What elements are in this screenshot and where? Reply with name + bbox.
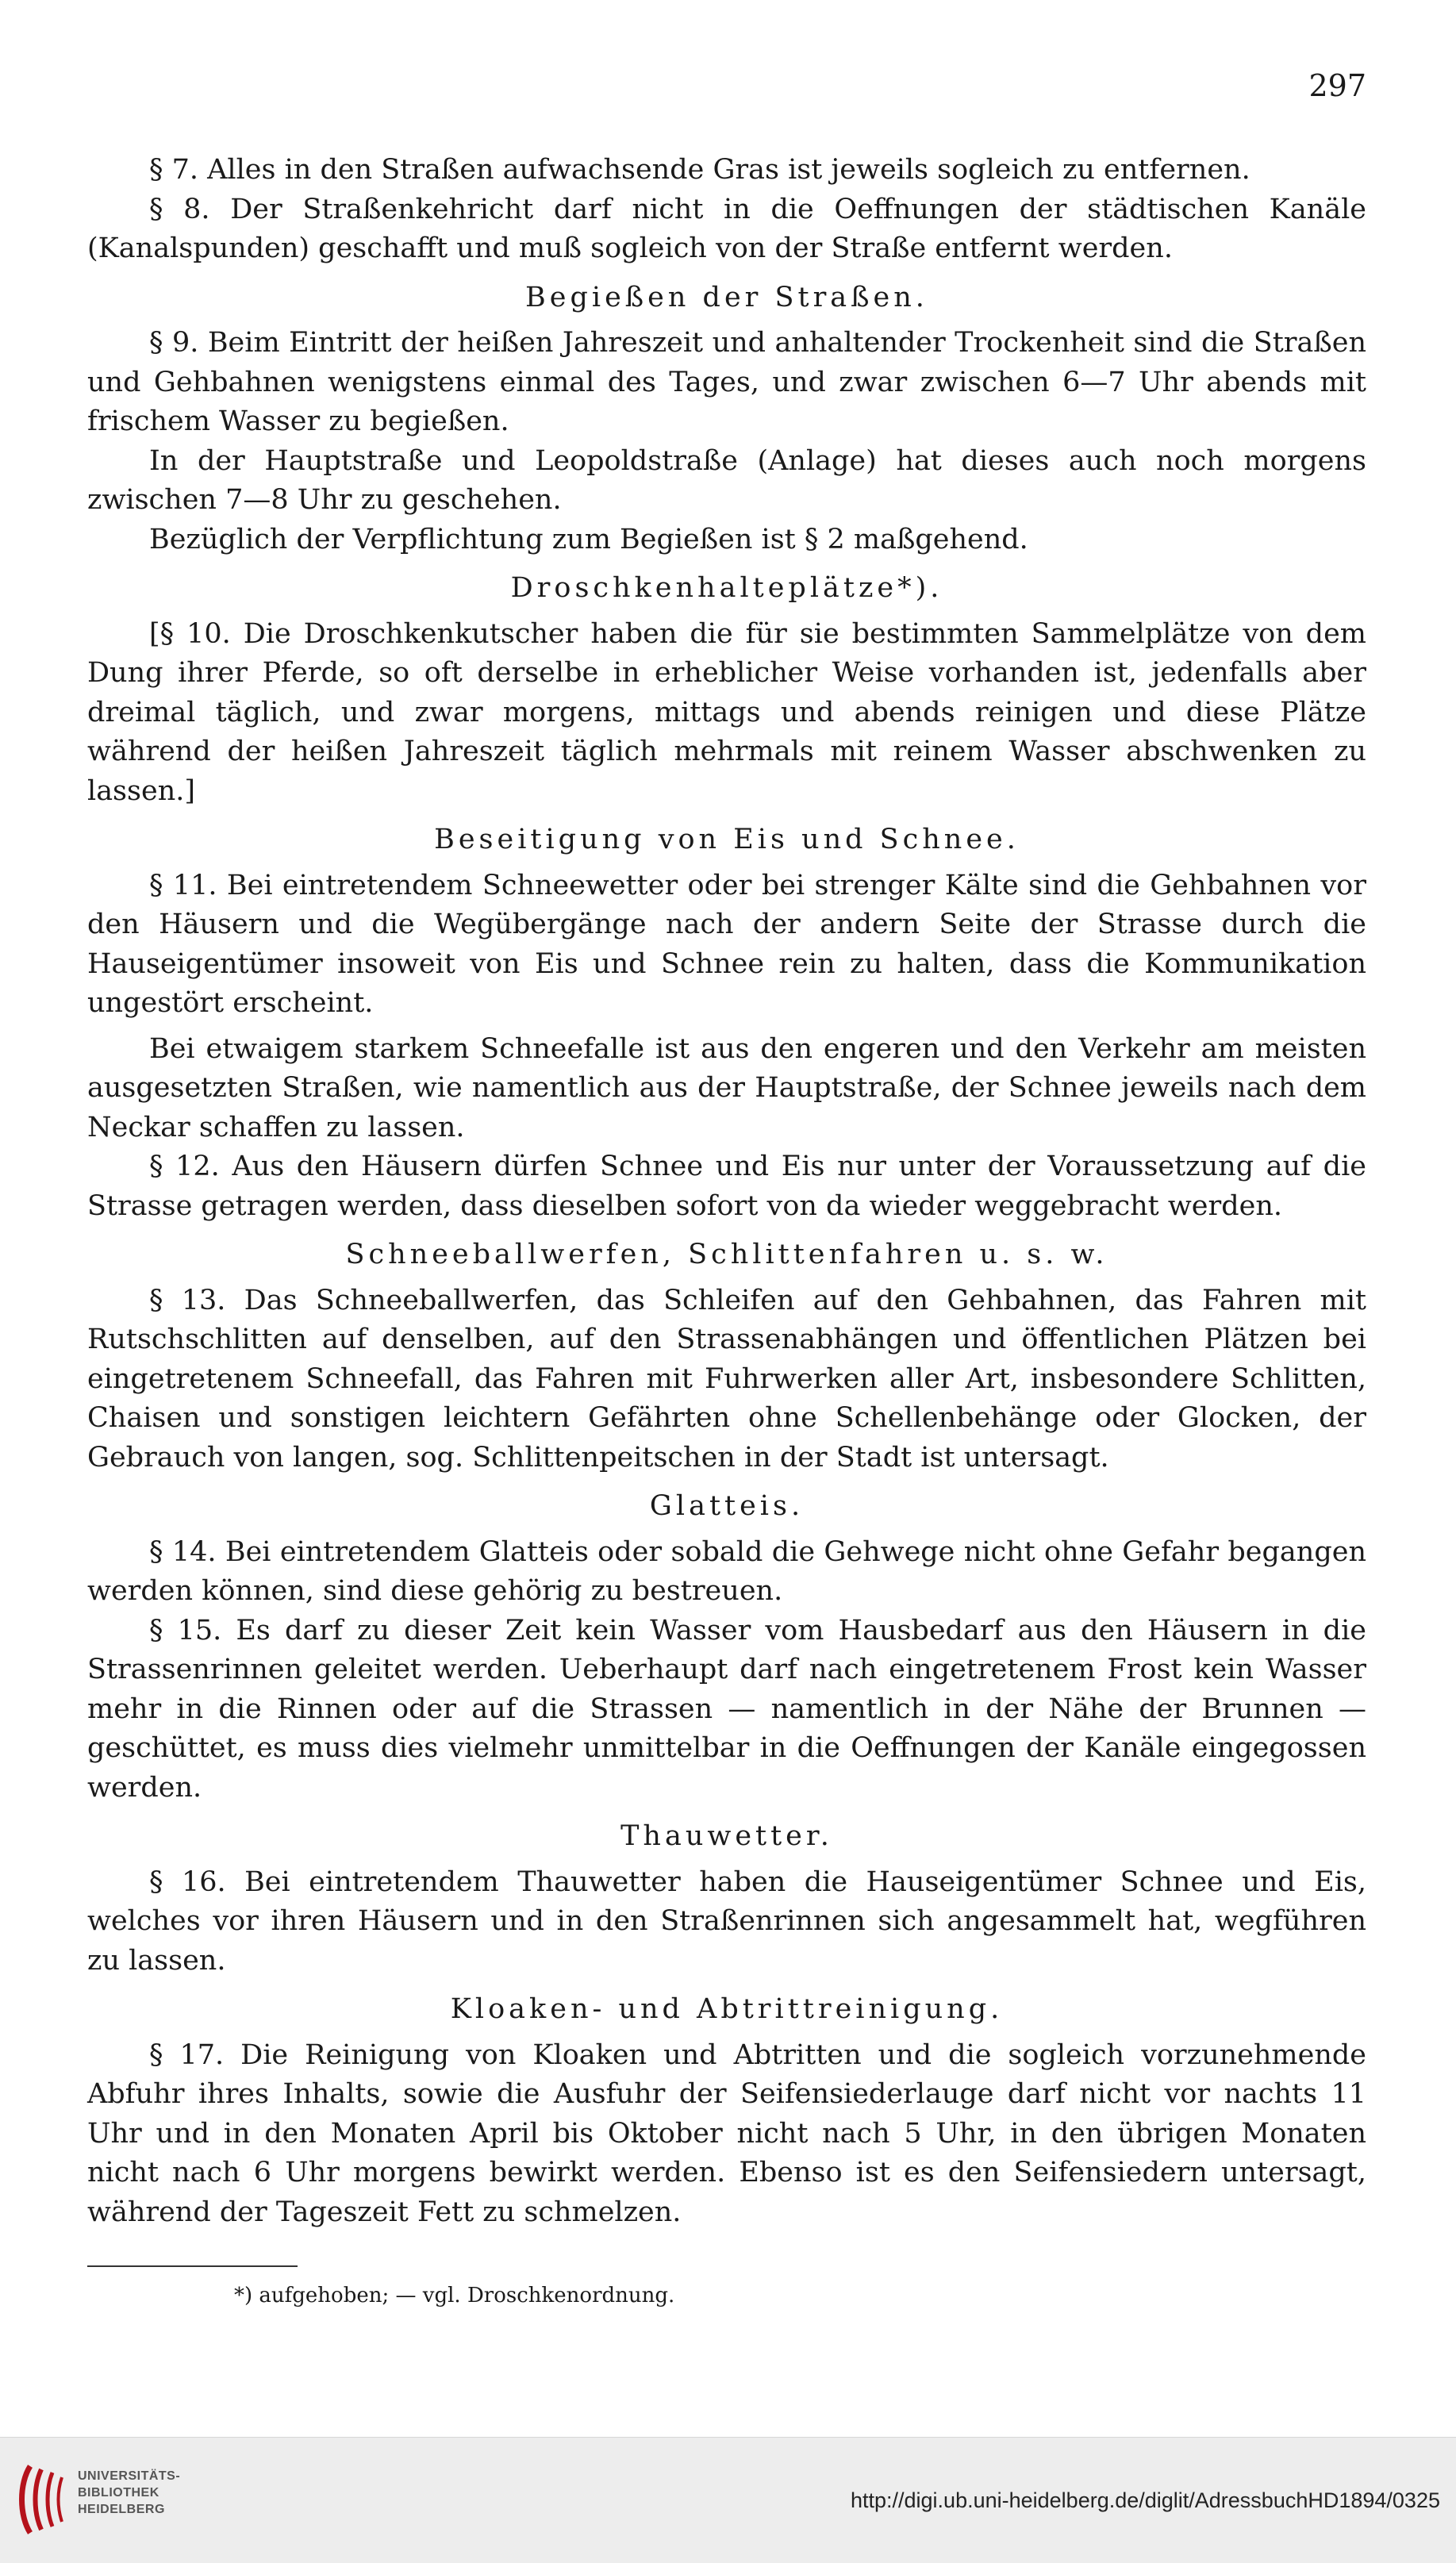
paragraph-s16: § 16. Bei eintretendem Thauwetter haben die Hauseigentümer Schnee und Eis, welches vor ihren Häusern und in den Straßenrinnen sich angesammelt hat, wegführen zu lassen. [87, 1866, 1366, 1977]
paragraph-s9: § 9. Beim Eintritt der heißen Jahreszeit und anhaltender Trockenheit sind die Straßen und Gehbahnen wenigstens einmal des Tages, und zwar zwischen 6—7 Uhr abends mit frischem Wasser zu begießen. [87, 327, 1366, 437]
paragraph-s11: § 11. Bei eintretendem Schneewetter oder bei strenger Kälte sind die Gehbahnen vor den Häusern und die Wegübergänge nach der andern Seite der Strasse durch die Hauseigentümer insoweit von Eis und Schnee rein zu halten, dass die Kommunikation ungestört erscheint. [87, 869, 1366, 1019]
paragraph-s14: § 14. Bei eintretendem Glatteis oder sobald die Gehwege nicht ohne Gefahr begangen werden können, sind diese gehörig zu bestreuen. [87, 1535, 1366, 1607]
heading-glatteis: Glatteis. [649, 1490, 805, 1522]
document-body [87, 151, 1366, 2310]
heading-kloaken: Kloaken- und Abtrittreinigung. [450, 1993, 1004, 2025]
logo-line-3: HEIDELBERG [78, 2503, 165, 2516]
heading-begiessen: Begießen der Straßen. [525, 281, 928, 313]
footnote-divider [87, 2265, 298, 2267]
library-seal-icon [14, 2460, 70, 2539]
footer-bar [0, 2437, 1456, 2563]
heading-droschken: Droschkenhalteplätze*). [510, 572, 943, 604]
page-number: 297 [1308, 68, 1366, 103]
library-name [78, 2468, 180, 2518]
paragraph-s10: [§ 10. Die Droschkenkutscher haben die für sie bestimmten Sammelplätze von dem Dung ihrer Pferde, so oft derselbe in erheblicher Weise vorhanden ist, jedenfalls aber dreimal täglich, und zwar morgens, mittags und abends reinigen und diese Plätze während der heißen Jahreszeit täglich mehrmals mit reinem Wasser abschwenken zu lassen.] [87, 617, 1366, 807]
paragraph-s9-c: Bezüglich der Verpflichtung zum Begießen ist § 2 maßgehend. [149, 523, 1028, 555]
footnote: *) aufgehoben; — vgl. Droschkenordnung. [234, 2284, 675, 2307]
heading-eis-schnee: Beseitigung von Eis und Schnee. [434, 824, 1020, 855]
library-logo[interactable] [14, 2453, 181, 2547]
heading-schneeball: Schneeballwerfen, Schlittenfahren u. s. w. [345, 1239, 1108, 1270]
source-url-link[interactable]: http://digi.ub.uni-heidelberg.de/diglit/AdressbuchHD1894/0325 [850, 2488, 1440, 2512]
paragraph-s12: § 12. Aus den Häusern dürfen Schnee und Eis nur unter der Voraussetzung auf die Strasse getragen werden, dass dieselben sofort von da wieder weggebracht werden. [87, 1151, 1366, 1222]
heading-thauwetter: Thauwetter. [620, 1820, 833, 1852]
paragraph-s8: § 8. Der Straßenkehricht darf nicht in die Oeffnungen der städtischen Kanäle (Kanalspunden) geschafft und muß sogleich von der Straße entfernt werden. [87, 193, 1366, 264]
paragraph-s7: § 7. Alles in den Straßen aufwachsende Gras ist jeweils sogleich zu entfernen. [149, 154, 1250, 186]
paragraph-s15: § 15. Es darf zu dieser Zeit kein Wasser vom Hausbedarf aus den Häusern in die Strassenrinnen geleitet werden. Ueberhaupt darf nach eingetretenem Frost kein Wasser mehr in die Rinnen oder auf die Strassen — namentlich in der Nähe der Brunnen — geschüttet, es muss dies vielmehr unmittelbar in die Oeffnungen der Kanäle eingegossen werden. [87, 1614, 1366, 1804]
logo-line-2: BIBLIOTHEK [78, 2486, 159, 2500]
paragraph-s11-b: Bei etwaigem starkem Schneefalle ist aus den engeren und den Verkehr am meisten ausgesetzten Straßen, wie namentlich aus der Hauptstraße, der Schnee jeweils nach dem Neckar schaffen zu lassen. [87, 1032, 1366, 1143]
paragraph-s17: § 17. Die Reinigung von Kloaken und Abtritten und die sogleich vorzunehmende Abfuhr ihres Inhalts, sowie die Ausfuhr der Seifensiederlauge darf nicht vor nachts 11 Uhr und in den Monaten April bis Oktober nicht nach 5 Uhr, in den übrigen Monaten nicht nach 6 Uhr morgens bewirkt werden. Ebenso ist es den Seifensiedern untersagt, während der Tageszeit Fett zu schmelzen. [87, 2038, 1366, 2228]
paragraph-s9-b: In der Hauptstraße und Leopoldstraße (Anlage) hat dieses auch noch morgens zwischen 7—8 Uhr zu geschehen. [87, 444, 1366, 516]
logo-line-1: UNIVERSITÄTS- [78, 2469, 181, 2483]
paragraph-s13: § 13. Das Schneeballwerfen, das Schleifen auf den Gehbahnen, das Fahren mit Rutschschlitten auf denselben, auf den Strassenabhängen und öffentlichen Plätzen bei eingetretenem Schneefall, das Fahren mit Fuhrwerken aller Art, insbesondere Schlitten, Chaisen und sonstigen leichtern Gefährten ohne Schellenbehänge oder Glocken, der Gebrauch von langen, sog. Schlittenpeitschen in der Stadt ist untersagt. [87, 1284, 1366, 1474]
